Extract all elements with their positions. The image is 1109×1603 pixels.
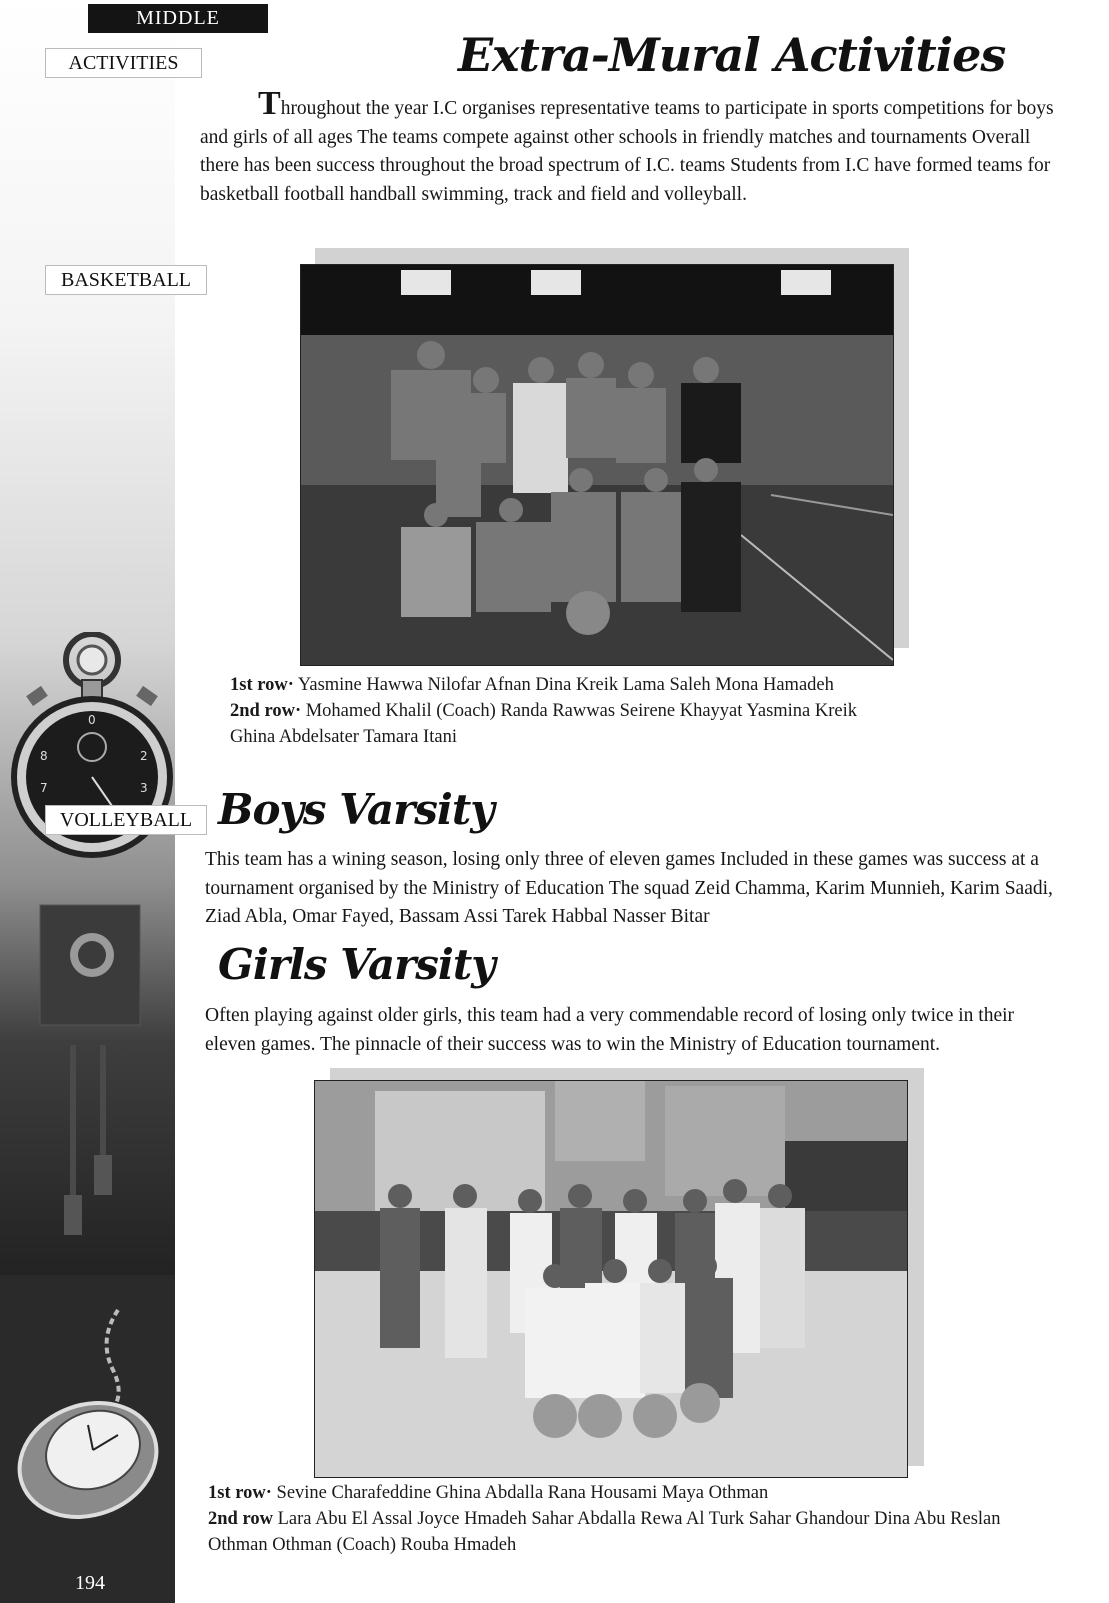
svg-text:3: 3 (140, 781, 148, 795)
intro-dropcap: T (258, 85, 281, 122)
volleyball-row1-names: Sevine Charafeddine Ghina Abdalla Rana Housami Maya Othman (276, 1483, 769, 1503)
page-title: Extra-Mural Activities (458, 28, 1006, 82)
basketball-label: BASKETBALL (45, 265, 207, 295)
cuckoo-clock-icon (30, 895, 150, 1255)
volleyball-row3-names: Othman Othman (Coach) Rouba Hmadeh (208, 1535, 517, 1555)
basketball-row2-names: Mohamed Khalil (Coach) Randa Rawwas Seirene Khayyat Yasmina Kreik (305, 701, 858, 721)
volleyball-row2-label: 2nd row (208, 1509, 273, 1529)
pocket-watch-icon (8, 1300, 178, 1530)
volleyball-row1-label: 1st row· (208, 1483, 272, 1503)
svg-text:0: 0 (88, 713, 96, 727)
svg-text:8: 8 (40, 749, 48, 763)
girls-varsity-heading: Girls Varsity (218, 940, 495, 989)
svg-text:7: 7 (40, 781, 48, 795)
volleyball-caption (208, 1480, 1098, 1558)
basketball-team-photo (300, 264, 894, 666)
boys-varsity-heading: Boys Varsity (218, 785, 494, 834)
girls-varsity-text: Often playing against older girls, this team had a very commendable record of losing only twice in their eleven games. The pinnacle of their success was to win the Ministry of Education tournament. (205, 1005, 1015, 1055)
volleyball-label: VOLLEYBALL (45, 805, 207, 835)
activities-label: ACTIVITIES (45, 48, 202, 78)
boys-varsity-text: This team has a wining season, losing only three of eleven games Included in these games was success at a tournament organised by the Ministry of Education The squad Zeid Chamma, Karim Munnieh, Karim Saadi, Ziad Abla, Omar Fayed, Bassam Assi Tarek Habbal Nasser Bitar (205, 849, 1053, 927)
volleyball-team-photo (314, 1080, 908, 1478)
intro-paragraph (200, 85, 1070, 209)
svg-text:2: 2 (140, 749, 148, 763)
basketball-row1-label: 1st row· (230, 675, 294, 695)
intro-text: hroughout the year I.C organises representative teams to participate in sports competitions for boys and girls of all ages The teams compete against other schools in friendly matches and tournaments Overall there has been success throughout the broad spectrum of I.C. teams Students from I.C have formed teams for basketball football handball swimming, track and field and volleyball. (200, 98, 1054, 205)
basketball-row3-names: Ghina Abdelsater Tamara Itani (230, 727, 457, 747)
volleyball-row2-names: Lara Abu El Assal Joyce Hmadeh Sahar Abdalla Rewa Al Turk Sahar Ghandour Dina Abu Reslan (277, 1509, 1001, 1529)
basketball-row2-label: 2nd row· (230, 701, 302, 721)
page-number: 194 (75, 1572, 105, 1594)
basketball-caption (230, 672, 930, 750)
basketball-row1-names: Yasmine Hawwa Nilofar Afnan Dina Kreik Lama Saleh Mona Hamadeh (297, 675, 834, 695)
section-tab: MIDDLE (88, 4, 268, 33)
